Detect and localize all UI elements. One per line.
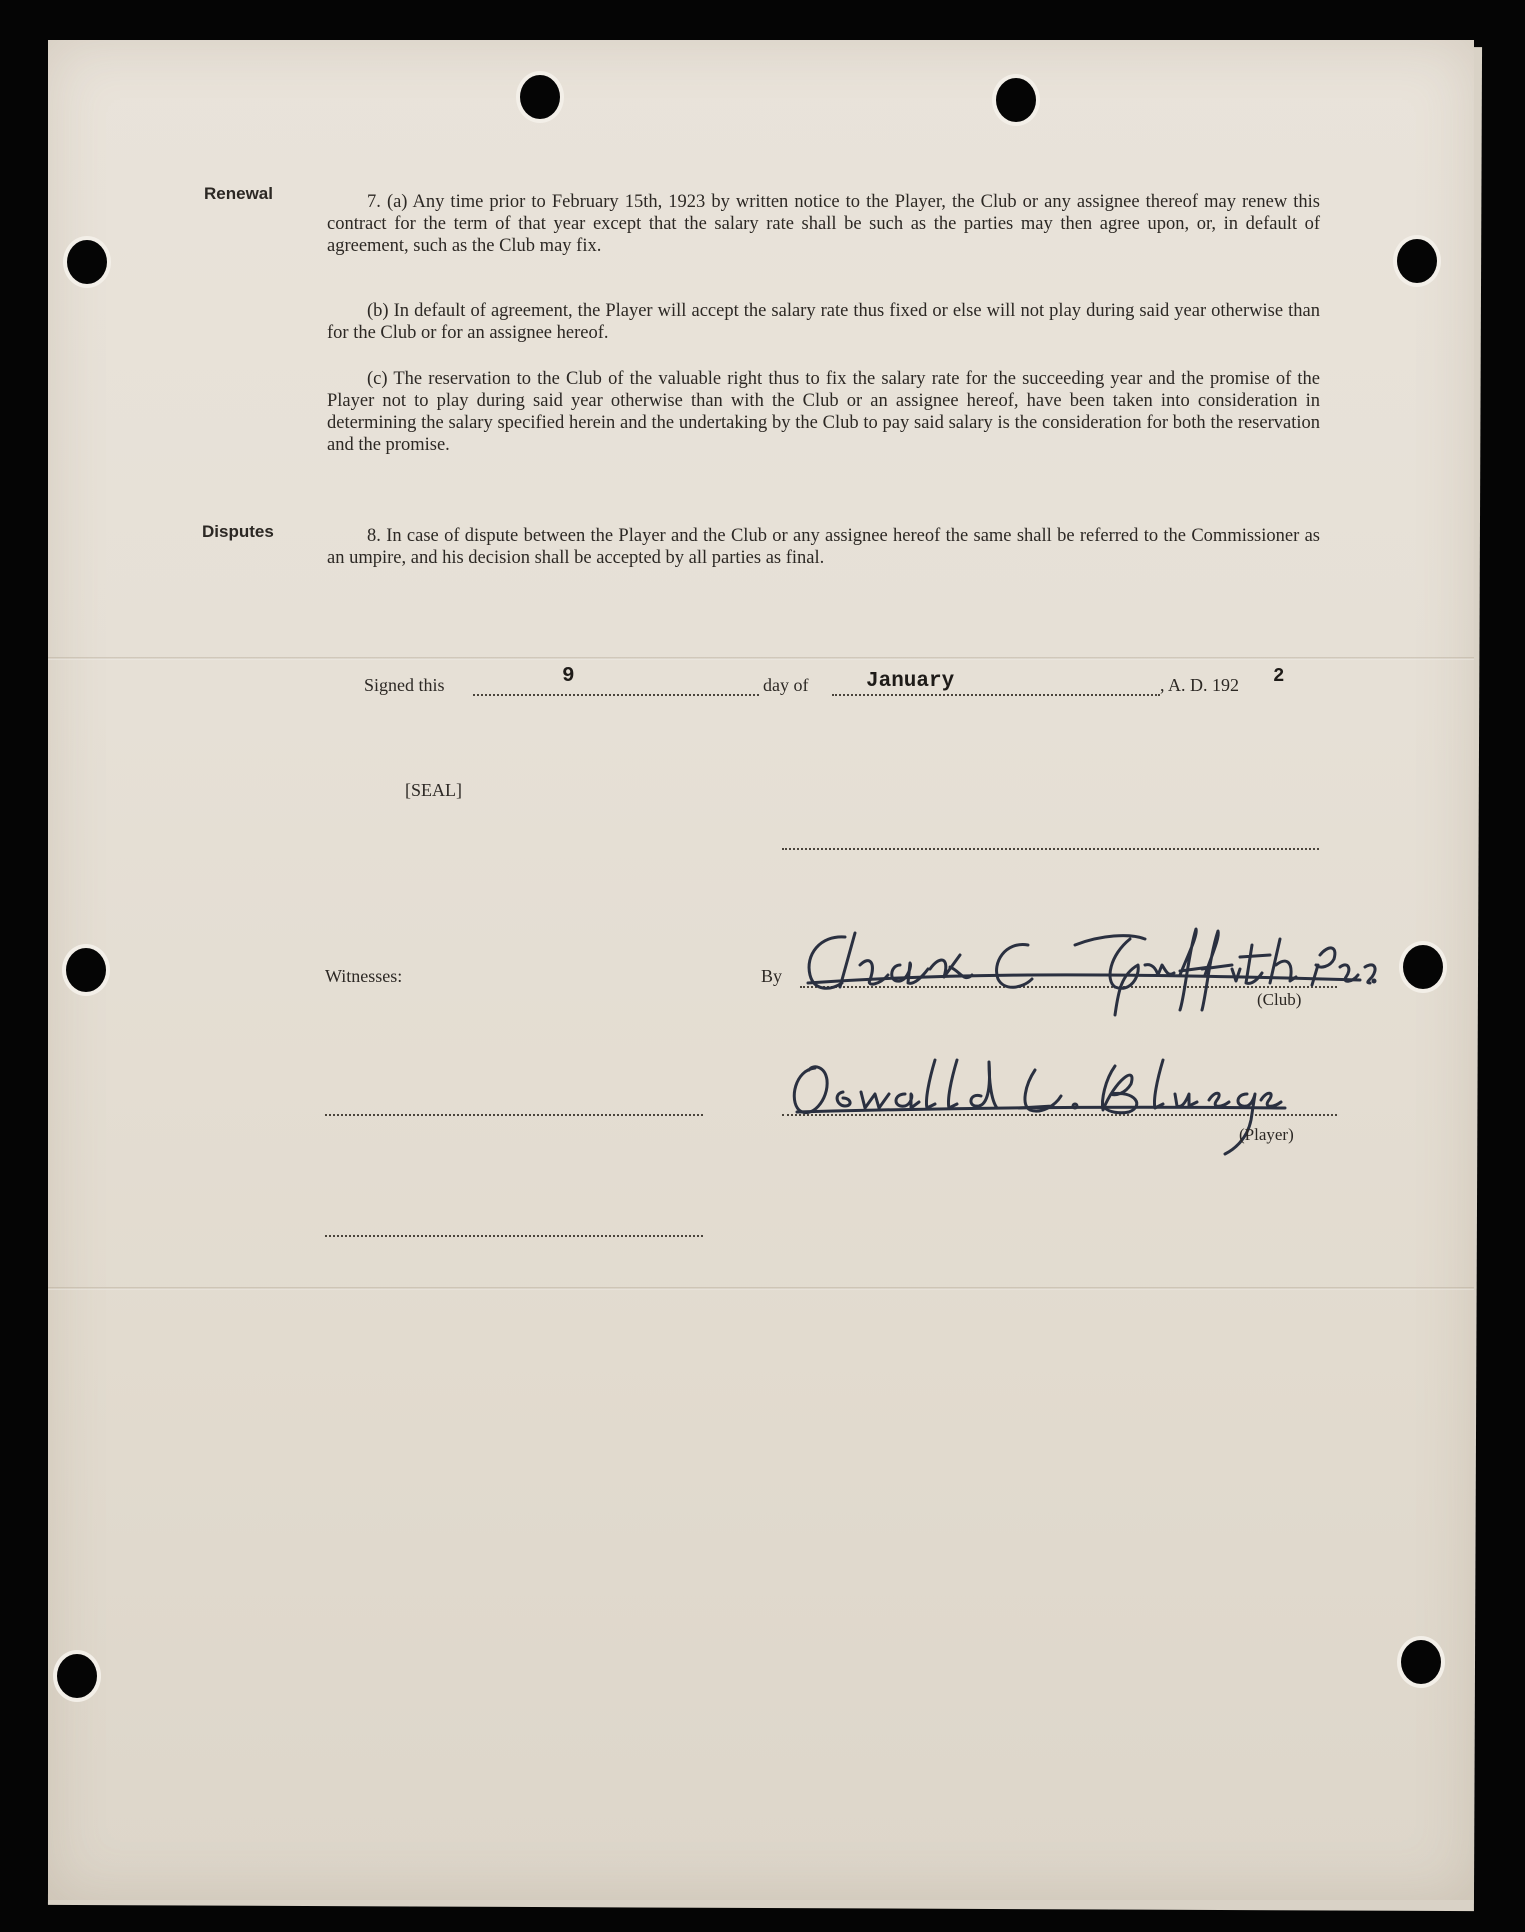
day-value: 9 bbox=[562, 665, 575, 688]
renewal-paragraph-c: (c) The reservation to the Club of the valuable right thus to fix the salary rate for the succeeding year and the promise of the Player not to play during said year otherwise than with the Club or an assignee hereof, have been taken into consideration in determining the salary specified herein and the undertaking by the Club to pay said salary is the consideration for both the reservation and the promise. bbox=[327, 369, 1320, 455]
day-of-text: day of bbox=[763, 675, 809, 695]
renewal-label: Renewal bbox=[204, 184, 273, 203]
year-value: 2 bbox=[1273, 665, 1285, 687]
by-label: By bbox=[761, 966, 783, 986]
signed-this-text: Signed this bbox=[364, 675, 445, 695]
day-blank bbox=[473, 694, 759, 696]
ad-year-text: , A. D. 192 bbox=[1160, 675, 1240, 695]
punch-hole bbox=[1401, 1640, 1441, 1684]
witness-line-2 bbox=[325, 1235, 703, 1237]
seal-label: [SEAL] bbox=[405, 780, 462, 800]
month-value: January bbox=[866, 670, 955, 693]
punch-hole bbox=[1403, 945, 1443, 989]
disputes-label: Disputes bbox=[202, 522, 274, 541]
punch-hole bbox=[67, 240, 107, 284]
punch-hole bbox=[57, 1654, 97, 1698]
punch-hole bbox=[520, 75, 560, 119]
fold-line bbox=[48, 1287, 1474, 1290]
punch-hole bbox=[1397, 239, 1437, 283]
punch-hole bbox=[66, 948, 106, 992]
renewal-paragraph-a: 7. (a) Any time prior to February 15th, 1923 by written notice to the Player, the Club or any assignee thereof may renew this contract for the term of that year except that the salary rate shall be such as the parties may then agree upon, or, in default of agreement, such as the Club may fix. bbox=[327, 192, 1320, 256]
witnesses-label: Witnesses: bbox=[325, 966, 403, 986]
renewal-paragraph-b: (b) In default of agreement, the Player will accept the salary rate thus fixed or else will not play during said year otherwise than for the Club or for an assignee hereof. bbox=[327, 301, 1320, 343]
club-label: (Club) bbox=[1257, 990, 1302, 1009]
punch-hole bbox=[996, 78, 1036, 122]
fold-line bbox=[48, 657, 1474, 660]
player-label: (Player) bbox=[1239, 1125, 1294, 1144]
month-blank bbox=[832, 694, 1160, 696]
witness-line-1 bbox=[325, 1114, 703, 1116]
player-signature bbox=[785, 1050, 1345, 1170]
disputes-paragraph: 8. In case of dispute between the Player and the Club or any assignee hereof the same shall be referred to the Commissioner as an umpire, and his decision shall be accepted by all parties as final. bbox=[327, 526, 1320, 568]
signature-line-blank bbox=[782, 848, 1319, 850]
